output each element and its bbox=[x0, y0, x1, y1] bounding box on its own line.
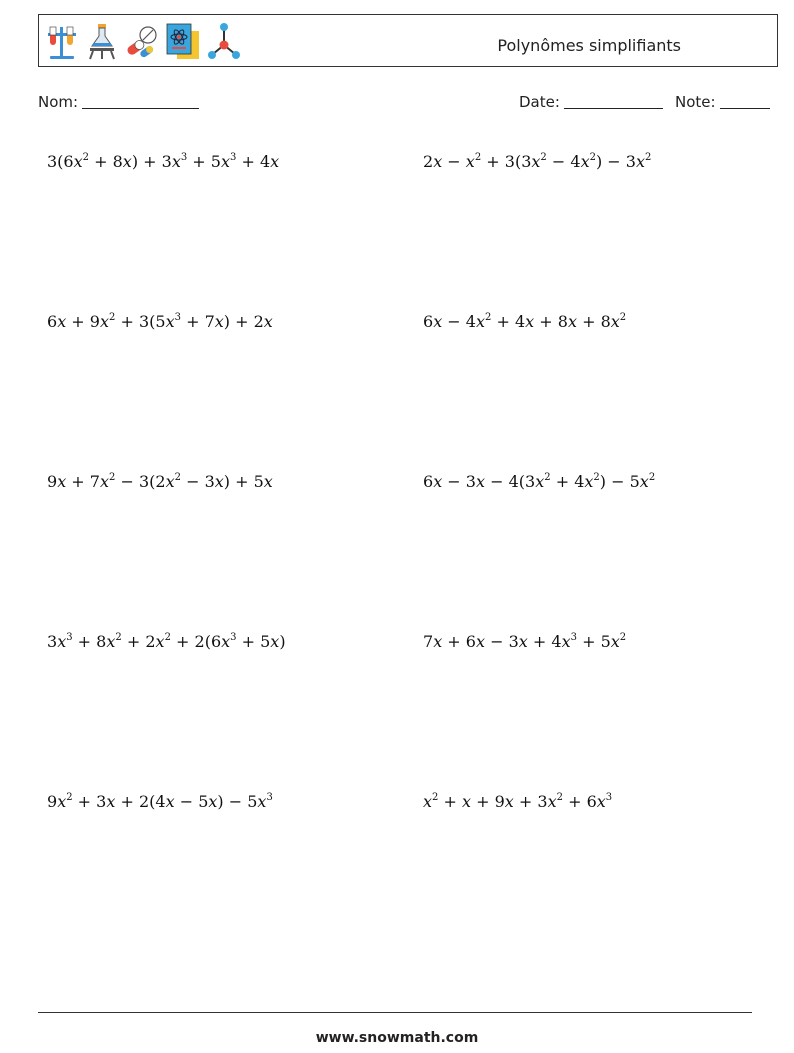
problem-1: $3(6x^2 + 8x) + 3x^3 + 5x^3 + 4x$ bbox=[47, 152, 280, 171]
name-label: Nom: bbox=[38, 93, 79, 111]
lab-flask-icon bbox=[85, 21, 119, 61]
header-box bbox=[38, 14, 778, 67]
problem-6: $6x - 3x - 4(3x^2 + 4x^2) - 5x^2$ bbox=[423, 472, 656, 491]
atom-book-icon bbox=[165, 21, 201, 61]
problem-3: $6x + 9x^2 + 3(5x^3 + 7x) + 2x$ bbox=[47, 312, 273, 331]
problem-5: $9x + 7x^2 - 3(2x^2 - 3x) + 5x$ bbox=[47, 472, 273, 491]
worksheet-title: Polynômes simplifiants bbox=[497, 36, 681, 55]
test-tubes-icon bbox=[45, 21, 79, 61]
problem-10: $x^2 + x + 9x + 3x^2 + 6x^3$ bbox=[423, 792, 613, 811]
molecule-icon bbox=[207, 21, 241, 61]
problem-7: $3x^3 + 8x^2 + 2x^2 + 2(6x^3 + 5x)$ bbox=[47, 632, 286, 651]
icon-strip bbox=[45, 20, 241, 62]
note-label: Note: bbox=[675, 93, 716, 111]
pills-icon bbox=[125, 21, 159, 61]
problem-9: $9x^2 + 3x + 2(4x - 5x) - 5x^3$ bbox=[47, 792, 273, 811]
name-field bbox=[38, 93, 199, 111]
note-field bbox=[675, 93, 770, 111]
date-label: Date: bbox=[519, 93, 560, 111]
footer-rule bbox=[38, 1012, 752, 1013]
name-blank bbox=[82, 94, 199, 109]
problem-8: $7x + 6x - 3x + 4x^3 + 5x^2$ bbox=[423, 632, 627, 651]
date-blank bbox=[564, 94, 663, 109]
footer-url: www.snowmath.com bbox=[315, 1030, 479, 1046]
problem-2: $2x - x^2 + 3(3x^2 - 4x^2) - 3x^2$ bbox=[423, 152, 652, 171]
note-blank bbox=[720, 94, 770, 109]
date-field bbox=[519, 93, 663, 111]
problem-4: $6x - 4x^2 + 4x + 8x + 8x^2$ bbox=[423, 312, 627, 331]
